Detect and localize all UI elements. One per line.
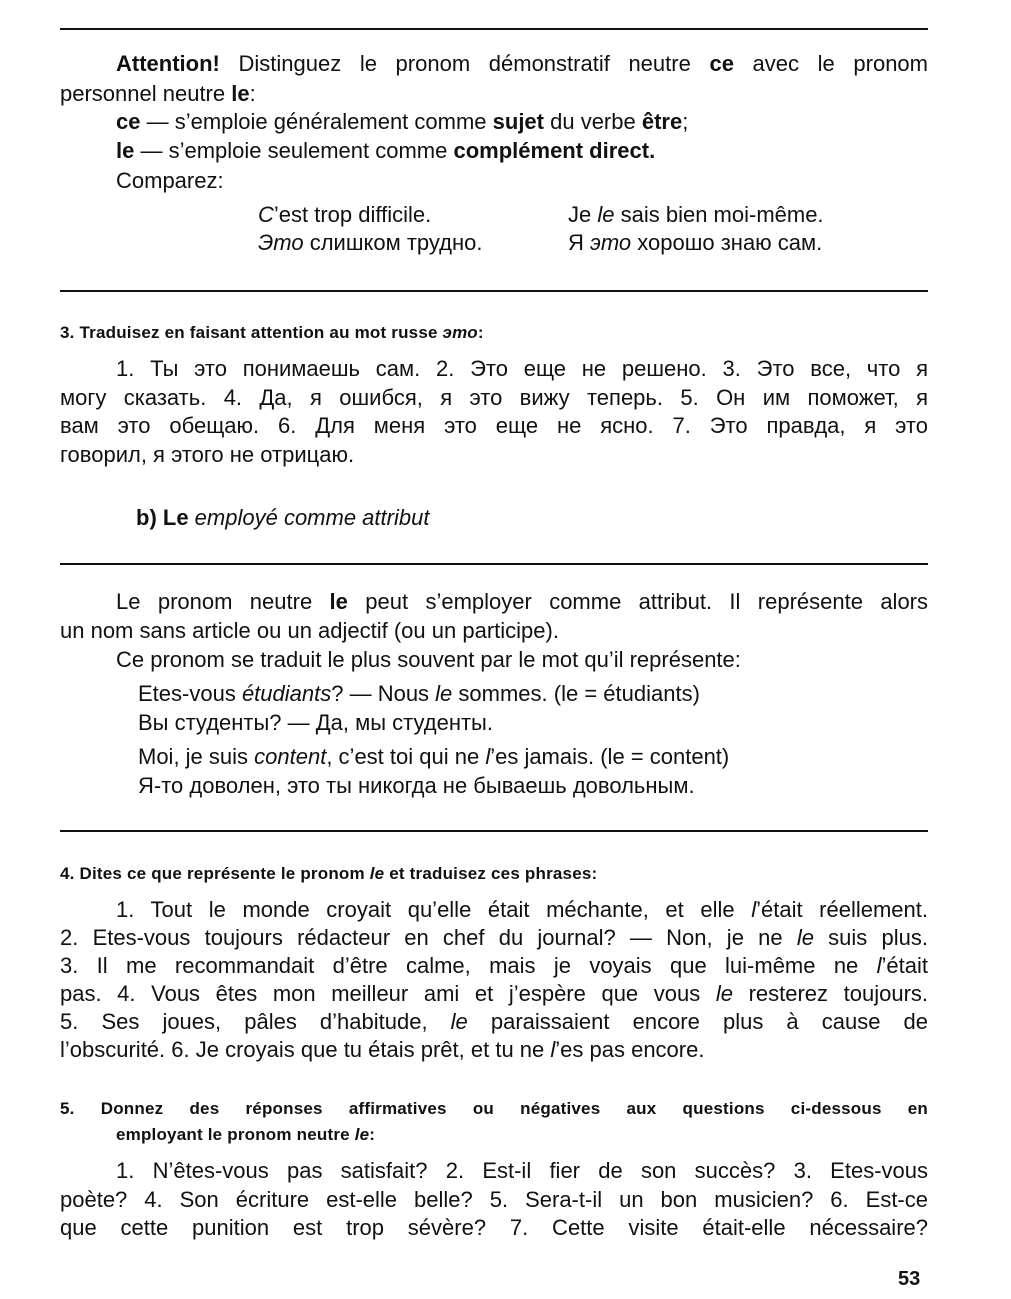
comparez-label: Comparez: — [116, 168, 224, 193]
exercise-5-line-2: poète? 4. Son écriture est-elle belle? 5. Sera-t-il un bon musicien? 6. Est-ce — [60, 1187, 928, 1212]
subsection-heading: b) Le employé comme attribut — [136, 505, 430, 530]
le-definition: le — s’emploie seulement comme complément direct. — [116, 138, 656, 163]
exercise-3-line-4: говорил, я этого не отрицаю. — [60, 442, 355, 467]
box2-line-2: un nom sans article ou un adjectif (ou un participe). — [60, 618, 559, 643]
exercise-4-line-6: l’obscurité. 6. Je croyais que tu étais prêt, et tu ne l’es pas encore. — [60, 1037, 705, 1062]
box2-bottom-rule — [60, 830, 928, 832]
example-2-ru: Я-то доволен, это ты никогда не бываешь довольным. — [138, 773, 695, 798]
exercise-4-title: 4. Dites ce que représente le pronom le et traduisez ces phrases: — [60, 864, 598, 883]
box1-bottom-rule — [60, 290, 928, 292]
example-1-fr: Etes-vous étudiants? — Nous le sommes. (le = étudiants) — [138, 681, 700, 706]
compare-left-fr: C’est trop difficile. — [258, 202, 432, 227]
exercise-4-line-3: 3. Il me recommandait d’être calme, mais je voyais que lui-même ne l’était — [60, 953, 928, 978]
exercise-3-line-2: могу сказать. 4. Да, я ошибся, я это вижу теперь. 5. Он им поможет, я — [60, 385, 928, 410]
exercise-4-line-2: 2. Etes-vous toujours rédacteur en chef du journal? — Non, je ne le suis plus. — [60, 925, 928, 950]
attention-line-1: Attention! Distinguez le pronom démonstratif neutre ce avec le pronom — [116, 51, 928, 76]
attention-label: Attention! — [116, 51, 220, 76]
exercise-4-line-5: 5. Ses joues, pâles d’habitude, le paraissaient encore plus à cause de — [60, 1009, 929, 1034]
exercise-3-line-3: вам это обещаю. 6. Для меня это еще не ясно. 7. Это правда, я это — [60, 413, 928, 438]
ce-definition: ce — s’emploie généralement comme sujet du verbe être; — [116, 109, 689, 134]
box2-top-rule — [60, 563, 928, 565]
exercise-4-line-4: pas. 4. Vous êtes mon meilleur ami et j’espère que vous le resterez toujours. — [60, 981, 929, 1006]
compare-right-ru: Я это хорошо знаю сам. — [568, 230, 823, 255]
box2-line-3: Ce pronom se traduit le plus souvent par le mot qu’il représente: — [116, 647, 741, 672]
exercise-4-line-1: 1. Tout le monde croyait qu’elle était méchante, et elle l’était réellement. — [116, 897, 928, 922]
compare-left-ru: Это слишком трудно. — [258, 230, 483, 255]
exercise-5-title-line-2: employant le pronom neutre le: — [116, 1125, 376, 1144]
example-2-fr: Moi, je suis content, c’est toi qui ne l’es jamais. (le = content) — [138, 744, 730, 769]
exercise-5-line-1: 1. N’êtes-vous pas satisfait? 2. Est-il fier de son succès? 3. Etes-vous — [116, 1158, 928, 1183]
box1-top-rule — [60, 28, 928, 30]
example-1-ru: Вы студенты? — Да, мы студенты. — [138, 710, 493, 735]
exercise-3-line-1: 1. Ты это понимаешь сам. 2. Это еще не решено. 3. Это все, что я — [116, 356, 928, 381]
exercise-5-line-3: que cette punition est trop sévère? 7. Cette visite était-elle nécessaire? — [60, 1215, 928, 1240]
attention-line-2: personnel neutre le: — [60, 81, 256, 106]
page-number: 53 — [898, 1268, 921, 1290]
exercise-5-title-line-1: 5. Donnez des réponses affirmatives ou négatives aux questions ci-dessous en — [60, 1099, 928, 1118]
box2-line-1: Le pronom neutre le peut s’employer comme attribut. Il représente alors — [116, 589, 929, 614]
compare-right-fr: Je le sais bien moi-même. — [568, 202, 824, 227]
exercise-3-title: 3. Traduisez en faisant attention au mot russe это: — [60, 323, 484, 342]
